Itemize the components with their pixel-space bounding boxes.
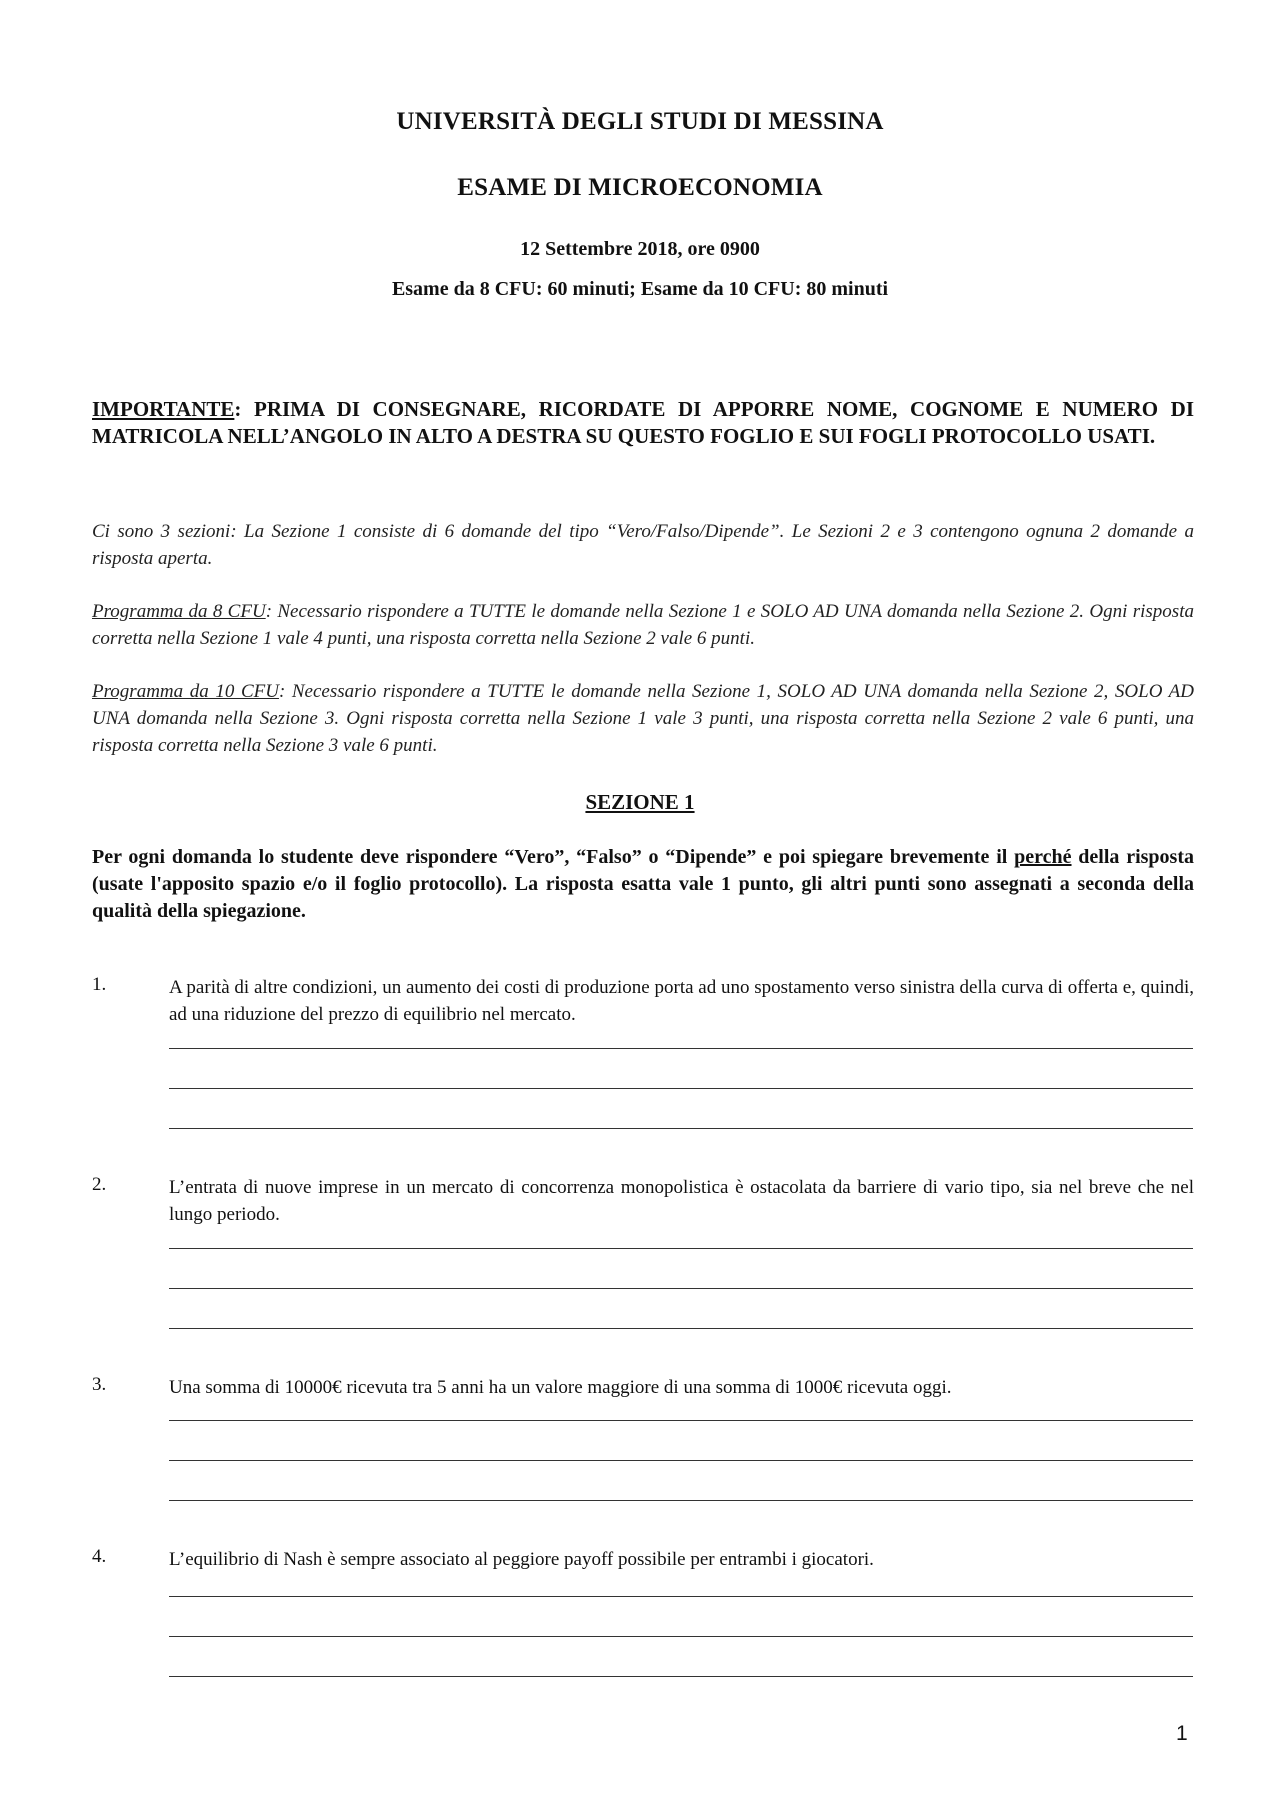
answer-line[interactable]: [169, 1248, 1193, 1249]
programma-8-paragraph: [92, 598, 1194, 652]
programma-10-label: Programma da 10 CFU: [92, 681, 279, 702]
question-number: 4.: [92, 1546, 107, 1567]
answer-line[interactable]: [169, 1596, 1193, 1597]
question-number: 1.: [92, 974, 107, 995]
question-text: Una somma di 10000€ ricevuta tra 5 anni ha un valore maggiore di una somma di 1000€ ricevuta oggi.: [169, 1377, 952, 1398]
programma-10-text: : Necessario rispondere a TUTTE le domande nella Sezione 1, SOLO AD UNA domanda nella Sezione 2, SOLO AD UNA domanda nella Sezione 3. Ogni risposta corretta nella Sezione 1 vale 3 punti, una risposta corretta nella Sezione 2 vale 6 punti, una risposta corretta nella Sezione 3 vale 6 punti.: [92, 681, 1195, 756]
answer-line[interactable]: [169, 1288, 1193, 1289]
question-text: L’equilibrio di Nash è sempre associato al peggiore payoff possibile per entrambi i giocatori.: [169, 1549, 874, 1570]
answer-line[interactable]: [169, 1048, 1193, 1049]
section-1-instructions: [92, 844, 1194, 925]
important-notice: [92, 396, 1194, 450]
intro-paragraph: Ci sono 3 sezioni: La Sezione 1 consiste di 6 domande del tipo “Vero/Falso/Dipende”. Le Sezioni 2 e 3 contengono ognuna 2 domande a risposta aperta.: [92, 521, 1194, 569]
section-1-title: SEZIONE 1: [585, 790, 695, 814]
answer-line[interactable]: [169, 1088, 1193, 1089]
instructions-text-before: Per ogni domanda lo studente deve rispondere “Vero”, “Falso” o “Dipende” e poi spiegare brevemente il: [92, 846, 1015, 868]
programma-8-label: Programma da 8 CFU: [92, 601, 266, 622]
important-label: IMPORTANTE: [92, 397, 235, 421]
instructions-underlined: perché: [1014, 846, 1072, 868]
exam-title: ESAME DI MICROECONOMIA: [457, 174, 823, 201]
answer-line[interactable]: [169, 1636, 1193, 1637]
answer-line[interactable]: [169, 1420, 1193, 1421]
programma-10-paragraph: [92, 678, 1194, 759]
answer-line[interactable]: [169, 1328, 1193, 1329]
important-text: : PRIMA DI CONSEGNARE, RICORDATE DI APPORRE NOME, COGNOME E NUMERO DI MATRICOLA NELL’ANGOLO IN ALTO A DESTRA SU QUESTO FOGLIO E SUI FOGLI PROTOCOLLO USATI.: [92, 397, 1194, 448]
exam-date: 12 Settembre 2018, ore 0900: [520, 238, 760, 260]
answer-line[interactable]: [169, 1128, 1193, 1129]
question-number: 3.: [92, 1374, 107, 1395]
programma-8-text: : Necessario rispondere a TUTTE le domande nella Sezione 1 e SOLO AD UNA domanda nella Sezione 2. Ogni risposta corretta nella Sezione 1 vale 4 punti, una risposta corretta nella Sezione 2 vale 6 punti.: [92, 601, 1194, 649]
page-number: 1: [1176, 1722, 1188, 1745]
answer-line[interactable]: [169, 1676, 1193, 1677]
question-number: 2.: [92, 1174, 107, 1195]
answer-line[interactable]: [169, 1500, 1193, 1501]
question-text: L’entrata di nuove imprese in un mercato di concorrenza monopolistica è ostacolata da barriere di vario tipo, sia nel breve che nel lungo periodo.: [169, 1177, 1194, 1225]
university-title: UNIVERSITÀ DEGLI STUDI DI MESSINA: [396, 108, 884, 135]
exam-duration: Esame da 8 CFU: 60 minuti; Esame da 10 CFU: 80 minuti: [391, 278, 889, 300]
question-text: A parità di altre condizioni, un aumento dei costi di produzione porta ad uno spostamento verso sinistra della curva di offerta e, quindi, ad una riduzione del prezzo di equilibrio nel mercato.: [169, 977, 1194, 1025]
answer-line[interactable]: [169, 1460, 1193, 1461]
instructions-text-after: della risposta (usate l'apposito spazio e/o il foglio protocollo). La risposta esatta vale 1 punto, gli altri punti sono assegnati a seconda della qualità della spiegazione.: [92, 846, 1194, 922]
